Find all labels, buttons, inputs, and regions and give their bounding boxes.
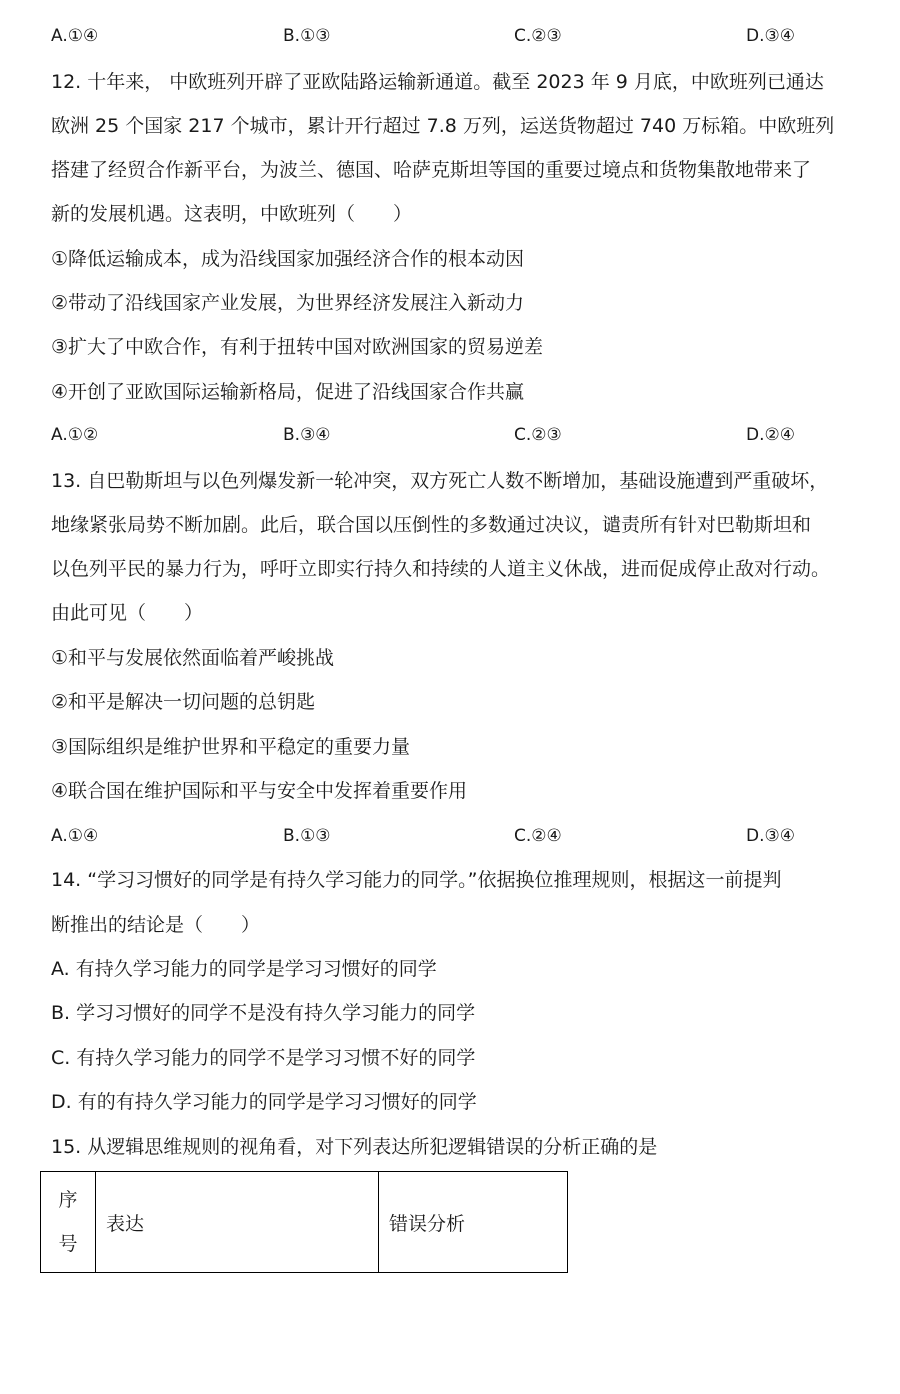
q13-stem-line: 13. 自巴勒斯坦与以色列爆发新一轮冲突，双方死亡人数不断增加，基础设施遭到严重破坏， — [51, 470, 829, 492]
q14-choice-d: D. 有的有持久学习能力的同学是学习习惯好的同学 — [51, 1091, 477, 1113]
q13-stem-line: 由此可见（ ） — [51, 602, 204, 624]
q12-option-b: B.③④ — [283, 425, 331, 445]
q13-statement-4: ④联合国在维护国际和平与安全中发挥着重要作用 — [51, 780, 468, 802]
q11-option-d: D.③④ — [746, 26, 795, 46]
q13-option-c: C.②④ — [514, 826, 562, 846]
q12-statement-3: ③扩大了中欧合作，有利于扭转中国对欧洲国家的贸易逆差 — [51, 336, 544, 358]
q13-option-a: A.①④ — [51, 826, 99, 846]
q12-statement-1: ①降低运输成本，成为沿线国家加强经济合作的根本动因 — [51, 248, 525, 270]
q11-options — [51, 24, 811, 48]
q12-stem-line: 新的发展机遇。这表明，中欧班列（ ） — [51, 203, 413, 225]
q12-option-c: C.②③ — [514, 425, 562, 445]
q13-stem-line: 以色列平民的暴力行为，呼吁立即实行持久和持续的人道主义休战，进而促成停止敌对行动。 — [51, 558, 831, 580]
q11-option-c: C.②③ — [514, 26, 562, 46]
header-cell-expression: 表达 — [96, 1172, 379, 1273]
q12-statement-4: ④开创了亚欧国际运输新格局，促进了沿线国家合作共赢 — [51, 381, 525, 403]
q13-statement-1: ①和平与发展依然面临着严峻挑战 — [51, 647, 335, 669]
q12-option-d: D.②④ — [746, 425, 795, 445]
q14-choice-c: C. 有持久学习能力的同学不是学习习惯不好的同学 — [51, 1047, 476, 1069]
q14-stem-line: 14. “学习习惯好的同学是有持久学习能力的同学。”依据换位推理规则，根据这一前提判 — [51, 869, 782, 891]
q12-stem-line: 12. 十年来， 中欧班列开辟了亚欧陆路运输新通道。截至 2023 年 9 月底，中欧班列已通达 — [51, 71, 824, 93]
header-cell-number — [41, 1172, 96, 1273]
q13-option-b: B.①③ — [283, 826, 331, 846]
q12-options — [51, 423, 811, 447]
q12-stem-line: 搭建了经贸合作新平台，为波兰、德国、哈萨克斯坦等国的重要过境点和货物集散地带来了 — [51, 159, 812, 181]
header-cell-analysis: 错误分析 — [379, 1172, 568, 1273]
q14-choice-a: A. 有持久学习能力的同学是学习习惯好的同学 — [51, 958, 437, 980]
q14-choice-b: B. 学习习惯好的同学不是没有持久学习能力的同学 — [51, 1002, 476, 1024]
q13-options — [51, 824, 811, 848]
q14-stem-line: 断推出的结论是（ ） — [51, 914, 261, 936]
q15-table — [40, 1171, 568, 1273]
q13-statement-2: ②和平是解决一切问题的总钥匙 — [51, 691, 316, 713]
q15-stem: 15. 从逻辑思维规则的视角看，对下列表达所犯逻辑错误的分析正确的是 — [51, 1136, 658, 1158]
table-row — [41, 1172, 568, 1273]
q13-stem-line: 地缘紧张局势不断加剧。此后，联合国以压倒性的多数通过决议，谴责所有针对巴勒斯坦和 — [51, 514, 812, 536]
q11-option-a: A.①④ — [51, 26, 99, 46]
q13-statement-3: ③国际组织是维护世界和平稳定的重要力量 — [51, 736, 411, 758]
q13-option-d: D.③④ — [746, 826, 795, 846]
q12-option-a: A.①② — [51, 425, 99, 445]
q11-option-b: B.①③ — [283, 26, 331, 46]
header-number-char-1: 序 — [58, 1189, 78, 1211]
q12-stem-line: 欧洲 25 个国家 217 个城市，累计开行超过 7.8 万列，运送货物超过 740 万标箱。中欧班列 — [51, 115, 835, 137]
header-number-char-2: 号 — [58, 1233, 78, 1255]
q12-statement-2: ②带动了沿线国家产业发展，为世界经济发展注入新动力 — [51, 292, 525, 314]
